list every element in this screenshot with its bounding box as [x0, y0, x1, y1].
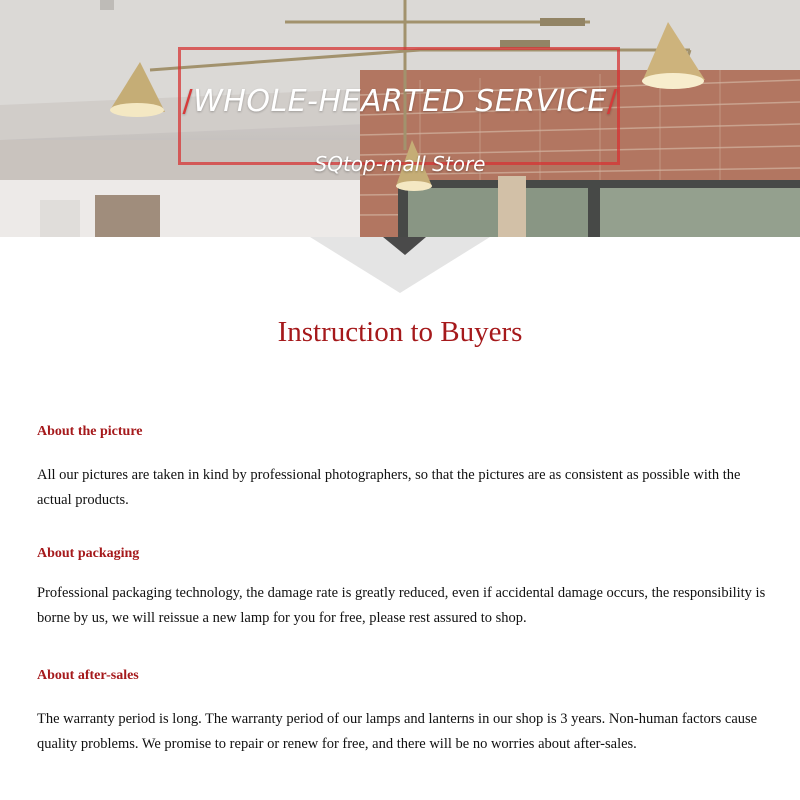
banner-headline-text: WHOLE-HEARTED SERVICE [193, 84, 607, 119]
banner-headline [0, 84, 800, 119]
banner-pointer [0, 237, 800, 297]
section-body-packaging: Professional packaging technology, the damage rate is greatly reduced, even if accidental damage occurs, the responsibility is borne by us, we will reissue a new lamp for you for free, please rest assured to shop. [37, 585, 766, 626]
section-body-picture: All our pictures are taken in kind by professional photographers, so that the pictures are as consistent as possible with the actual products. [37, 467, 741, 508]
section-body-after-sales: The warranty period is long. The warranty period of our lamps and lanterns in our shop is 3 years. Non-human factors cause quality problems. We promise to repair or renew for free, and there will be no worries about after-sales. [37, 711, 758, 752]
section-heading-picture: About the picture [37, 424, 143, 439]
page-title: Instruction to Buyers [277, 316, 523, 348]
hero-banner [0, 0, 800, 237]
slash-decoration-right: / [606, 84, 618, 119]
section-heading-packaging: About packaging [37, 546, 140, 561]
section-heading-after-sales: About after-sales [37, 668, 139, 683]
slash-decoration-left: / [182, 84, 194, 119]
store-name: SQtop-mall Store [314, 152, 486, 176]
